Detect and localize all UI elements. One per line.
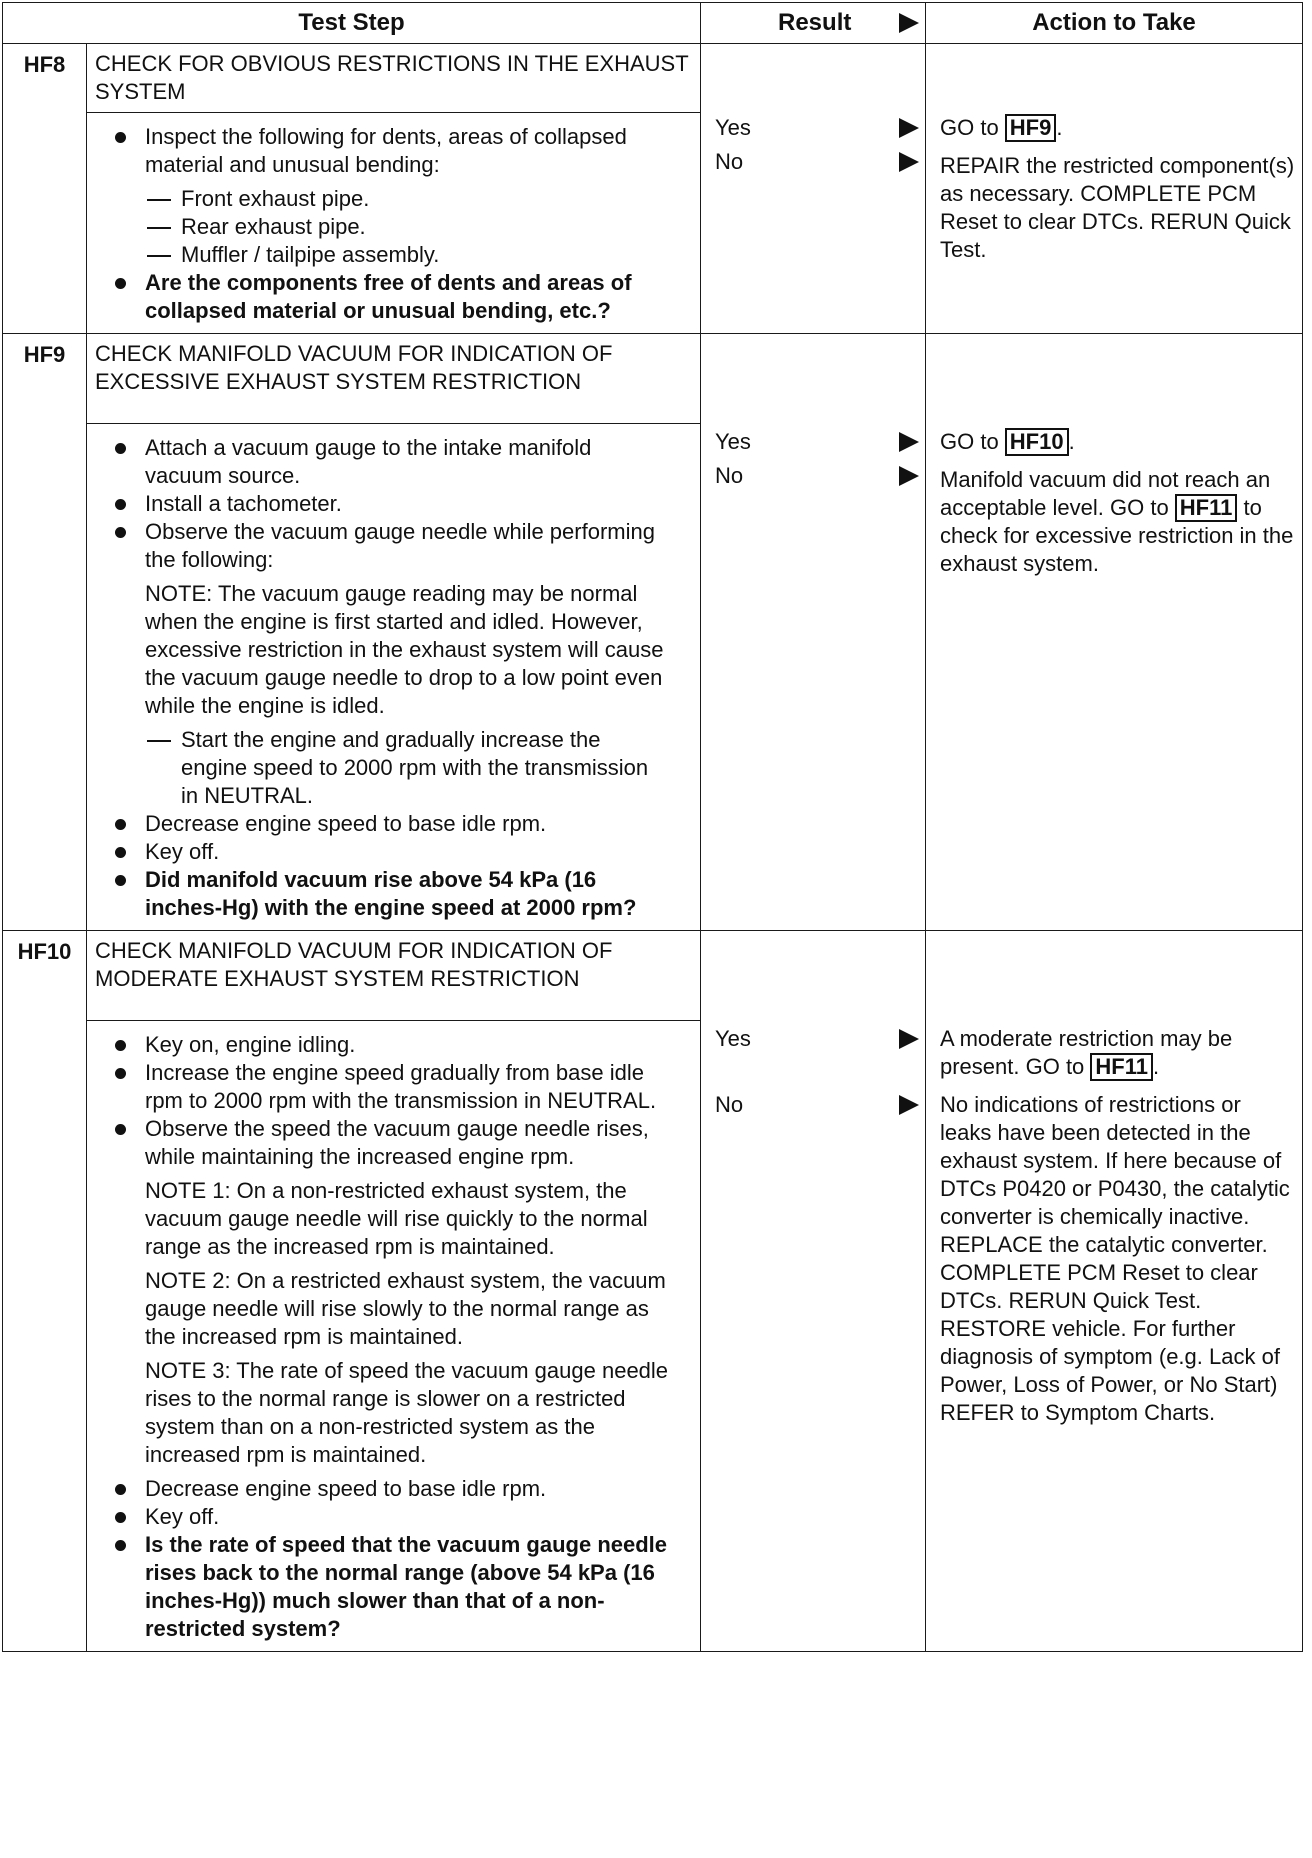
diagnostic-table [2,2,1303,1652]
action-no: No indications of restrictions or leaks have been detected in the exhaust system. If here because of DTCs P0420 or P0430, the catalytic converter is chemically inactive. REPLACE the catalytic converter. COMPLETE PCM Reset to clear DTCs. RERUN Quick Test. RESTORE vehicle. For further diagnosis of symptom (e.g. Lack of Power, Loss of Power, or No Start) REFER to Symptom Charts. [940,1092,1290,1425]
action-no: Manifold vacuum did not reach an acceptable level. GO to HF11 to check for excessive restriction in the exhaust system. [940,467,1294,576]
step-reference[interactable]: HF11 [1090,1053,1153,1081]
step-id: HF10 [3,931,87,1021]
result-yes: Yes [701,114,925,142]
result-cell [701,44,926,334]
list-item: Key off. [107,838,670,866]
action-no: REPAIR the restricted component(s) as necessary. COMPLETE PCM Reset to clear DTCs. RERUN Quick Test. [940,153,1295,262]
list-item: Observe the vacuum gauge needle while performing the following: [107,518,670,574]
arrow-right-icon [899,152,919,172]
step-title: CHECK MANIFOLD VACUUM FOR INDICATION OF MODERATE EXHAUST SYSTEM RESTRICTION [87,931,701,1021]
note: NOTE: The vacuum gauge reading may be normal when the engine is first started and idled. However, excessive restriction in the exhaust system will cause the vacuum gauge needle to drop to a low point even while the engine is idled. [145,581,664,718]
note: NOTE 3: The rate of speed the vacuum gauge needle rises to the normal range is slower on a restricted system than on a non-restricted system as the increased rpm is maintained. [145,1358,669,1467]
arrow-right-icon [899,1029,919,1049]
arrow-right-icon [899,432,919,452]
header-result-label: Result [778,9,852,36]
list-item: Key off. [107,1503,670,1531]
list-item: Decrease engine speed to base idle rpm. [107,810,670,838]
note: NOTE 1: On a non-restricted exhaust system, the vacuum gauge needle will rise quickly to the normal range as the increased rpm is maintained. [145,1178,648,1259]
step-title-row [3,334,1303,424]
list-item: Install a tachometer. [107,490,670,518]
step-title-row [3,931,1303,1021]
list-item: Muffler / tailpipe assembly. [107,241,670,269]
list-item: Decrease engine speed to base idle rpm. [107,1475,670,1503]
arrow-right-icon [899,1095,919,1115]
result-no: No [701,148,925,176]
note: NOTE 2: On a restricted exhaust system, the vacuum gauge needle will rise slowly to the normal range as the increased rpm is maintained. [145,1268,666,1349]
step-reference[interactable]: HF10 [1005,428,1069,456]
list-item: Increase the engine speed gradually from base idle rpm to 2000 rpm with the transmission in NEUTRAL. [107,1059,670,1115]
result-cell [701,931,926,1652]
step-title: CHECK MANIFOLD VACUUM FOR INDICATION OF EXCESSIVE EXHAUST SYSTEM RESTRICTION [87,334,701,424]
list-item: Key on, engine idling. [107,1031,670,1059]
step-id-spacer [3,1021,87,1652]
list-item-question: Is the rate of speed that the vacuum gauge needle rises back to the normal range (above 54 kPa (16 inches-Hg)) much slower than that of a non-restricted system? [107,1531,670,1643]
header-action: Action to Take [926,3,1303,44]
action-cell [926,931,1303,1652]
step-body [87,113,701,334]
action-yes: GO to HF10 . [940,429,1075,454]
action-yes: A moderate restriction may be present. GO to HF11 . [940,1026,1233,1079]
header-row [3,3,1303,44]
list-item: Start the engine and gradually increase the engine speed to 2000 rpm with the transmission in NEUTRAL. [107,726,670,810]
list-item-question: Are the components free of dents and areas of collapsed material or unusual bending, etc.? [107,269,670,325]
list-item: Rear exhaust pipe. [107,213,670,241]
step-body [87,424,701,931]
header-test-step: Test Step [3,3,701,44]
action-cell [926,44,1303,334]
result-yes: Yes [701,1025,925,1053]
step-id: HF9 [3,334,87,424]
step-reference[interactable]: HF11 [1175,494,1238,522]
step-title: CHECK FOR OBVIOUS RESTRICTIONS IN THE EXHAUST SYSTEM [87,44,701,113]
result-yes: Yes [701,428,925,456]
arrow-right-icon [899,118,919,138]
arrow-right-icon [899,13,919,33]
step-reference[interactable]: HF9 [1005,114,1057,142]
header-result [701,3,926,44]
step-body [87,1021,701,1652]
result-cell [701,334,926,931]
arrow-right-icon [899,466,919,486]
list-item-question: Did manifold vacuum rise above 54 kPa (16 inches-Hg) with the engine speed at 2000 rpm? [107,866,670,922]
list-item: Front exhaust pipe. [107,185,670,213]
result-no: No [701,462,925,490]
action-yes: GO to HF9 . [940,115,1063,140]
list-item: Observe the speed the vacuum gauge needle rises, while maintaining the increased engine rpm. [107,1115,670,1171]
list-item: Attach a vacuum gauge to the intake manifold vacuum source. [107,434,670,490]
step-id: HF8 [3,44,87,113]
list-item: Inspect the following for dents, areas of collapsed material and unusual bending: [107,123,670,179]
step-title-row [3,44,1303,113]
result-no: No [701,1091,925,1119]
step-id-spacer [3,424,87,931]
action-cell [926,334,1303,931]
step-id-spacer [3,113,87,334]
